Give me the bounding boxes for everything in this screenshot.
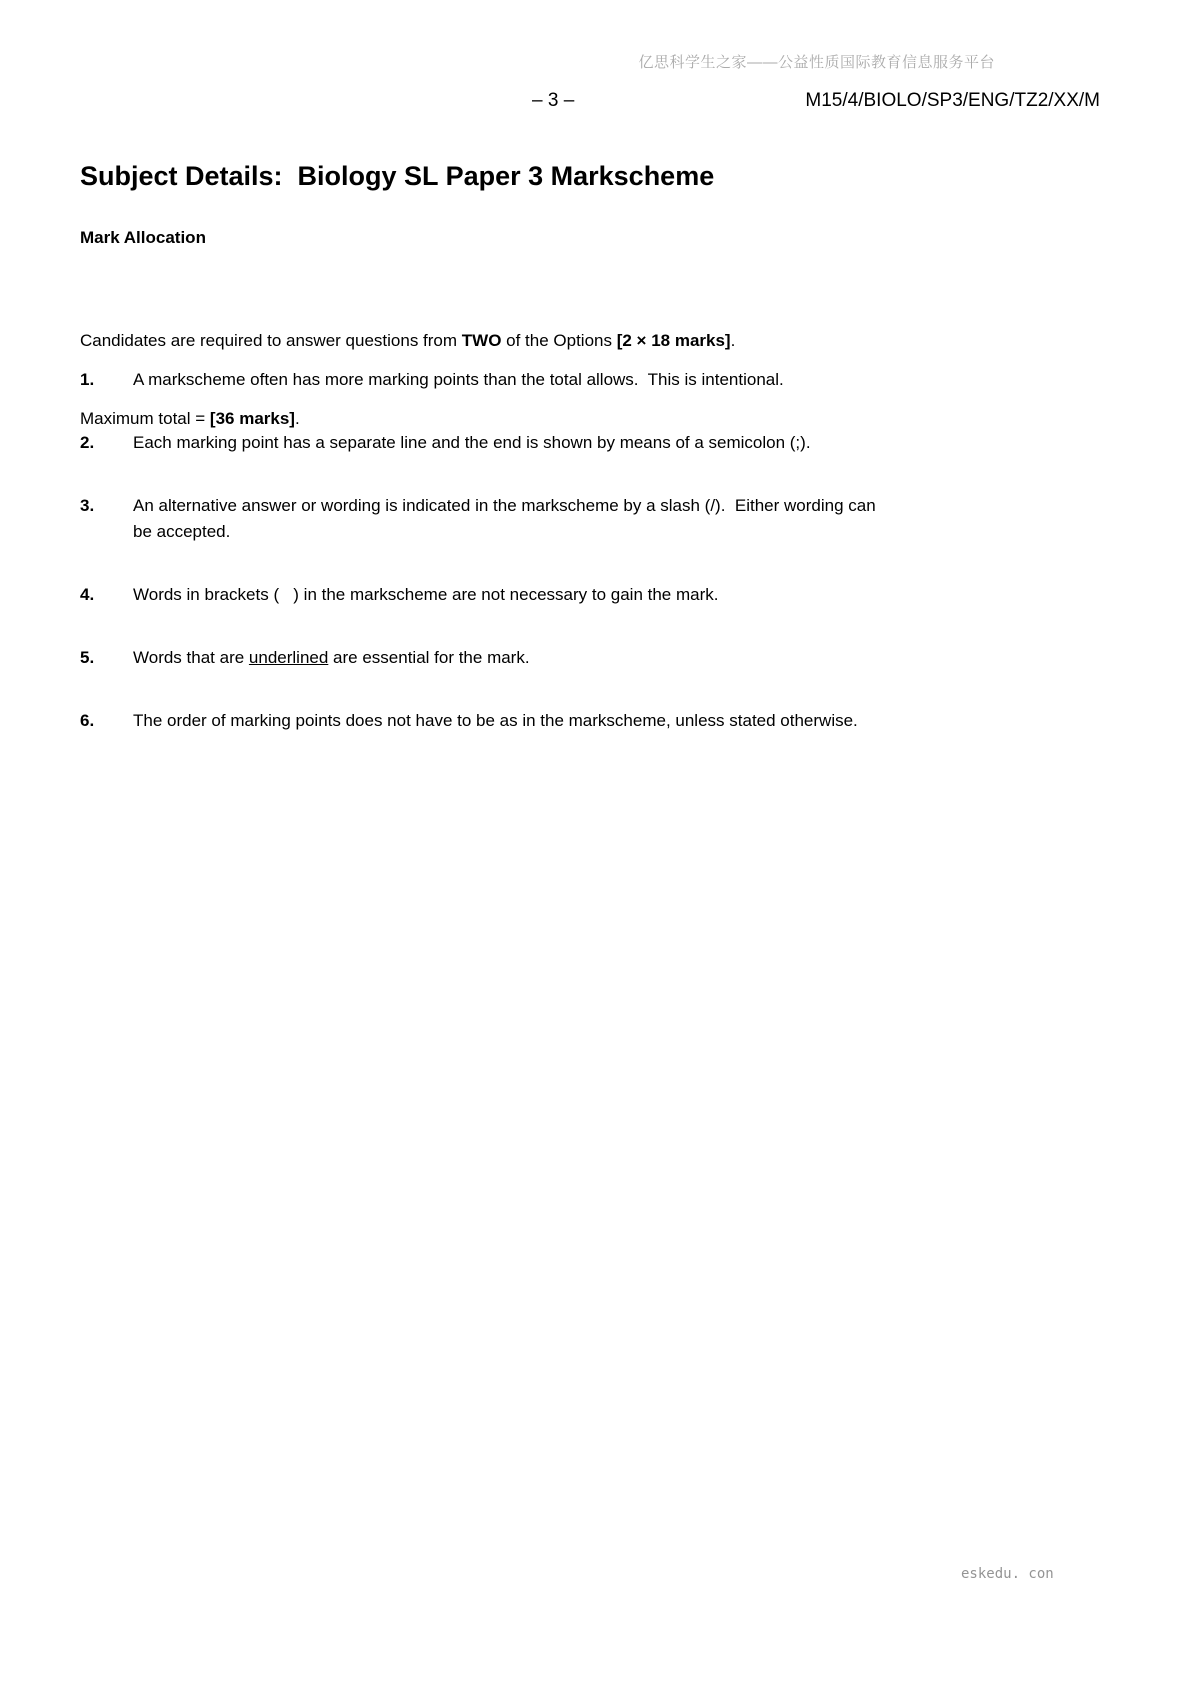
text-segment: TWO bbox=[461, 331, 502, 350]
rules-list bbox=[80, 367, 1111, 771]
rule-text bbox=[133, 493, 876, 545]
text-segment: of the Options bbox=[501, 331, 617, 350]
rule-item bbox=[80, 367, 1111, 393]
rule-number: 6. bbox=[80, 711, 95, 730]
header-site-watermark: 亿思科学生之家——公益性质国际教育信息服务平台 bbox=[638, 54, 995, 71]
rule-text bbox=[133, 430, 811, 456]
page-number: – 3 – bbox=[532, 90, 575, 111]
text-segment: Words in brackets ( ) in the markscheme are not necessary to gain the mark. bbox=[133, 585, 719, 604]
paper-code: M15/4/BIOLO/SP3/ENG/TZ2/XX/M bbox=[805, 90, 1100, 111]
text-segment: be accepted. bbox=[133, 522, 231, 541]
rule-number: 4. bbox=[80, 585, 95, 604]
rule-number: 3. bbox=[80, 496, 95, 515]
text-segment: [36 marks] bbox=[209, 409, 295, 428]
section-heading-mark-allocation: Mark Allocation bbox=[80, 228, 206, 247]
text-segment: Words that are bbox=[133, 648, 249, 667]
rule-text bbox=[133, 708, 858, 734]
rule-item bbox=[80, 582, 1111, 608]
text-segment: An alternative answer or wording is indicated in the markscheme by a slash (/). Either wording can bbox=[133, 496, 876, 515]
text-segment: A markscheme often has more marking points than the total allows. This is intentional. bbox=[133, 370, 784, 389]
rule-text bbox=[133, 367, 784, 393]
text-segment: underlined bbox=[248, 648, 329, 667]
text-segment: The order of marking points does not have to be as in the markscheme, unless stated otherwise. bbox=[133, 711, 858, 730]
rule-item bbox=[80, 493, 1111, 545]
rule-item bbox=[80, 645, 1111, 671]
rule-number: 2. bbox=[80, 433, 95, 452]
text-segment: are essential for the mark. bbox=[328, 648, 530, 667]
footer-watermark: eskedu. con bbox=[961, 1566, 1054, 1582]
document-title: Subject Details: Biology SL Paper 3 Markscheme bbox=[80, 161, 715, 191]
text-segment: Each marking point has a separate line and the end is shown by means of a semicolon (;). bbox=[133, 433, 811, 452]
text-segment: Candidates are required to answer questions from bbox=[80, 331, 462, 350]
intro-line-1 bbox=[80, 328, 735, 354]
rule-number: 5. bbox=[80, 648, 95, 667]
text-segment: . bbox=[730, 331, 736, 350]
rule-text bbox=[133, 645, 530, 671]
text-segment: [2 × 18 marks] bbox=[616, 331, 731, 350]
rule-text bbox=[133, 582, 718, 608]
text-segment: Maximum total = bbox=[80, 409, 210, 428]
rule-item bbox=[80, 708, 1111, 734]
text-segment: . bbox=[294, 409, 300, 428]
rule-item bbox=[80, 430, 1111, 456]
rule-number: 1. bbox=[80, 370, 95, 389]
